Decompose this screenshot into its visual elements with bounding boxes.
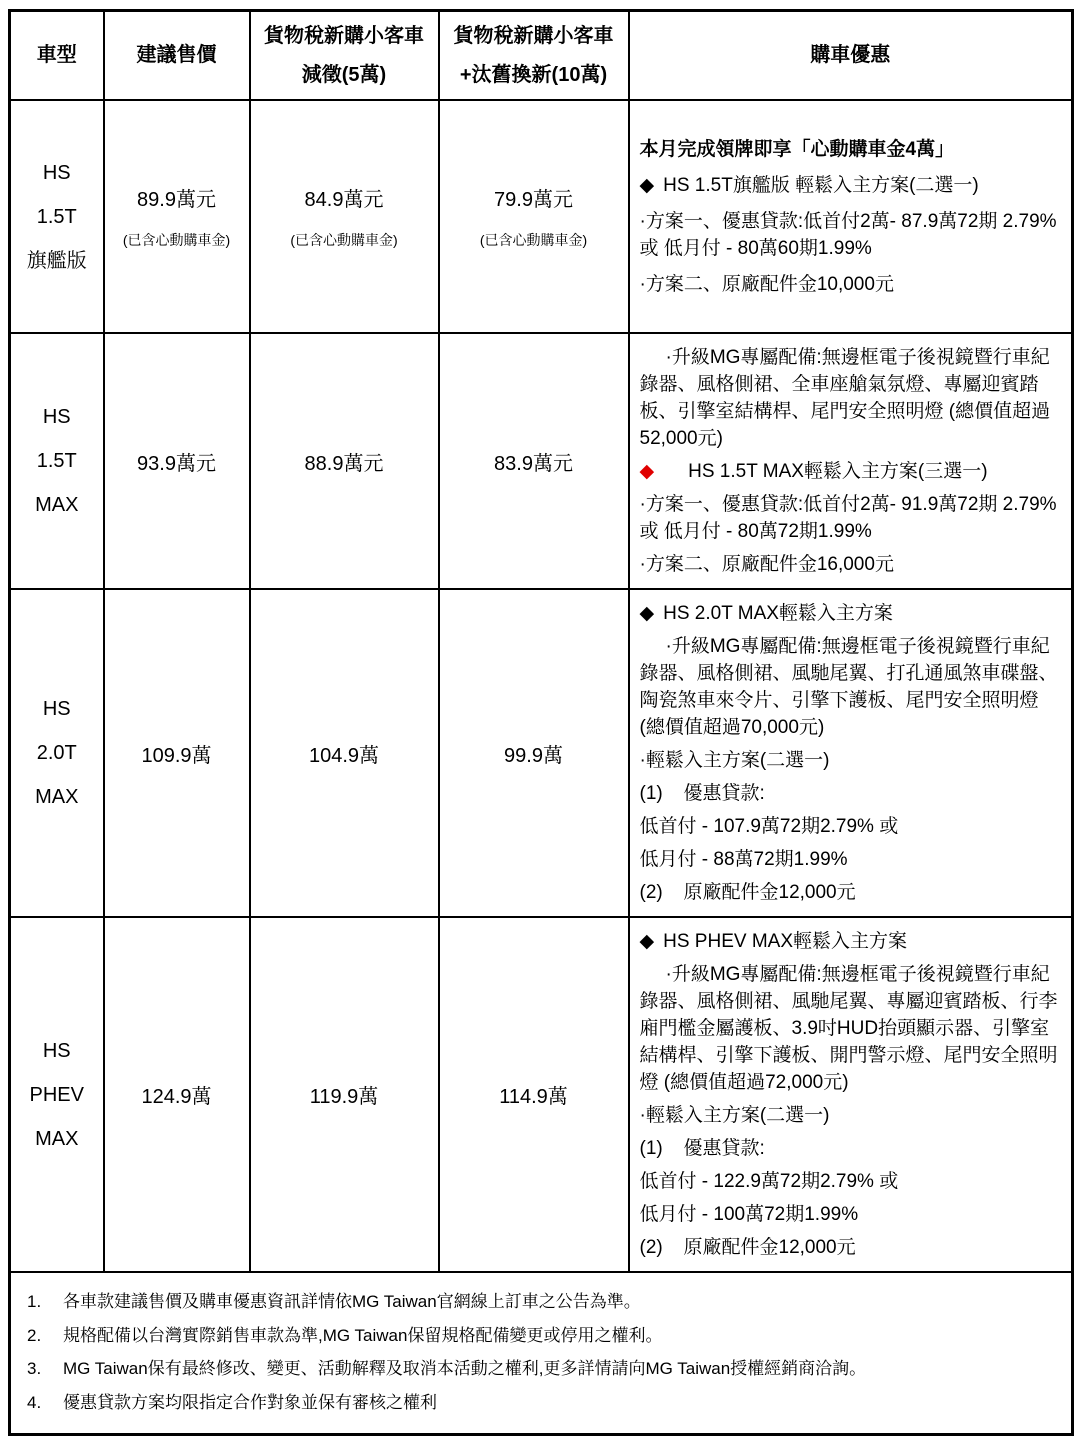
note-item	[15, 1324, 1067, 1349]
tax-reduction-price-cell	[250, 917, 439, 1272]
msrp-cell	[104, 589, 250, 917]
tax-reduction-price-cell	[250, 100, 439, 333]
model-line: MAX	[35, 494, 79, 516]
offer-upgrade: ·升級MG專屬配備:無邊框電子後視鏡暨行車紀錄器、風格側裙、風馳尾翼、專屬迎賓踏板、行李廂門檻金屬護板、3.9吋HUD抬頭顯示器、引擎室結構桿、引擎下護板、開門警示燈、尾門安全照明燈 (總價值超過72,000元)	[639, 964, 1058, 1093]
offer-headline: 本月完成領牌即享「心動購車金4萬」	[639, 138, 955, 160]
header-tax-replacement-line2: +汰舊換新(10萬)	[459, 63, 608, 86]
offer-plan-title	[640, 600, 1062, 627]
note-item	[15, 1357, 1067, 1382]
offer-numbered-item	[640, 780, 1062, 807]
tax-reduction-price-cell	[250, 333, 439, 589]
offer-upgrade: ·升級MG專屬配備:無邊框電子後視鏡暨行車紀錄器、風格側裙、全車座艙氣氛燈、專屬迎賓踏板、引擎室結構桿、尾門安全照明燈 (總價值超過52,000元)	[639, 347, 1051, 449]
item-number: (1)	[639, 783, 663, 804]
item-text: 原廠配件金12,000元	[683, 882, 856, 903]
price-value: 93.9萬元	[137, 452, 216, 475]
diamond-icon: ◆	[639, 461, 655, 482]
plan-title-text: HS PHEV MAX輕鬆入主方案	[663, 931, 907, 952]
price-value: 114.9萬	[499, 1086, 568, 1108]
offer-option: ·方案一、優惠貸款:低首付2萬- 91.9萬72期 2.79% 或 低月付 - 80萬72期1.99%	[639, 494, 1057, 542]
model-line: HS	[42, 698, 71, 720]
model-cell	[10, 917, 104, 1272]
notes-cell	[10, 1272, 1073, 1434]
diamond-icon: ◆	[639, 931, 655, 952]
replacement-price-cell	[439, 917, 629, 1272]
offers-cell	[629, 917, 1073, 1272]
model-line: MAX	[35, 1127, 79, 1150]
msrp-cell	[104, 333, 250, 589]
note-number: 3.	[27, 1359, 42, 1379]
offer-upgrade: ·升級MG專屬配備:無邊框電子後視鏡暨行車紀錄器、風格側裙、風馳尾翼、打孔通風煞車碟盤、陶瓷煞車來令片、引擎下護板、尾門安全照明燈 (總價值超過70,000元)	[639, 636, 1058, 738]
replacement-price-cell	[439, 100, 629, 333]
model-line: HS	[42, 406, 71, 428]
price-value: 109.9萬	[141, 744, 212, 767]
note-text: 優惠貸款方案均限指定合作對象並保有審核之權利	[63, 1392, 437, 1412]
offer-option: ·方案一、優惠貸款:低首付2萬- 87.9萬72期 2.79% 或 低月付 - 80萬60期1.99%	[639, 210, 1057, 259]
model-line: MAX	[35, 786, 79, 808]
price-value: 124.9萬	[141, 1086, 212, 1108]
note-text: 各車款建議售價及購車優惠資訊詳情依MG Taiwan官網線上訂車之公告為準。	[63, 1292, 641, 1311]
tax-reduction-price-cell	[250, 589, 439, 917]
price-note: (已含心動購車金)	[479, 232, 588, 248]
msrp-cell	[104, 917, 250, 1272]
model-name	[11, 395, 103, 527]
note-text: MG Taiwan保有最終修改、變更、活動解釋及取消本活動之權利,更多詳情請向MG Taiwan授權經銷商洽詢。	[63, 1359, 867, 1379]
price-value: 88.9萬元	[304, 452, 384, 475]
item-text: 優惠貸款:	[683, 1138, 765, 1159]
note-number: 1.	[27, 1292, 42, 1311]
header-offers-label: 購車優惠	[810, 44, 891, 66]
price-value: 79.9萬元	[494, 189, 573, 211]
model-line: 2.0T	[36, 742, 77, 764]
model-name	[11, 1029, 103, 1161]
table-row	[10, 100, 1073, 333]
diamond-icon: ◆	[639, 603, 655, 624]
model-line: HS	[42, 1039, 71, 1062]
price-value: 89.9萬元	[137, 189, 216, 211]
model-cell	[10, 100, 104, 333]
item-text: 優惠貸款:	[683, 783, 765, 804]
item-number: (2)	[639, 882, 663, 903]
price-note: (已含心動購車金)	[290, 232, 398, 248]
offers-content	[630, 334, 1072, 588]
offers-content	[630, 123, 1072, 311]
model-line: HS	[42, 161, 71, 184]
offer-loan-line: 低月付 - 100萬72期1.99%	[639, 1204, 859, 1225]
offer-plan-sub: ·輕鬆入主方案(二選一)	[639, 1105, 830, 1126]
offer-numbered-item	[640, 879, 1062, 906]
model-name	[11, 151, 103, 283]
offer-option: ·方案二、原廠配件金16,000元	[639, 554, 894, 575]
price-value: 119.9萬	[309, 1086, 379, 1108]
item-text: 原廠配件金12,000元	[683, 1237, 856, 1258]
model-line: 1.5T	[36, 450, 77, 472]
offer-loan-line: 低首付 - 107.9萬72期2.79% 或	[639, 816, 899, 837]
model-name	[11, 687, 103, 819]
note-text: 規格配備以台灣實際銷售車款為準,MG Taiwan保留規格配備變更或停用之權利。	[63, 1325, 663, 1345]
item-number: (2)	[639, 1237, 663, 1258]
replacement-price-cell	[439, 589, 629, 917]
offer-numbered-item	[640, 1135, 1062, 1162]
notes-row	[10, 1272, 1073, 1434]
model-cell	[10, 333, 104, 589]
offer-plan-title	[640, 458, 1062, 485]
price-note: (已含心動購車金)	[122, 232, 231, 248]
header-tax-reduction	[250, 11, 439, 101]
header-model-label: 車型	[36, 44, 77, 66]
msrp-cell	[104, 100, 250, 333]
plan-title-text: HS 1.5T旗艦版 輕鬆入主方案(二選一)	[663, 174, 979, 196]
header-tax-reduction-line1: 貨物稅新購小客車	[264, 24, 424, 47]
price-value: 83.9萬元	[494, 452, 573, 475]
price-value: 84.9萬元	[304, 189, 384, 211]
offers-cell	[629, 589, 1073, 917]
offer-loan-line: 低首付 - 122.9萬72期2.79% 或	[639, 1171, 899, 1192]
diamond-icon: ◆	[639, 174, 655, 196]
price-value: 99.9萬	[504, 744, 563, 767]
model-line: 1.5T	[36, 205, 77, 228]
header-msrp-label: 建議售價	[136, 44, 217, 66]
plan-title-text: HS 2.0T MAX輕鬆入主方案	[663, 603, 893, 624]
header-tax-reduction-line2: 減徵(5萬)	[301, 63, 387, 86]
plan-title-text: HS 1.5T MAX輕鬆入主方案(三選一)	[688, 461, 988, 482]
offer-plan-sub: ·輕鬆入主方案(二選一)	[639, 750, 830, 771]
offers-cell	[629, 100, 1073, 333]
pricing-table	[8, 9, 1074, 1436]
item-number: (1)	[639, 1138, 663, 1159]
note-number: 4.	[27, 1392, 42, 1412]
table-row	[10, 333, 1073, 589]
header-row	[10, 11, 1073, 101]
offer-loan-line: 低月付 - 88萬72期1.99%	[639, 849, 848, 870]
header-tax-replacement	[439, 11, 629, 101]
header-model	[10, 11, 104, 101]
header-offers	[629, 11, 1073, 101]
offer-option: ·方案二、原廠配件金10,000元	[639, 273, 894, 295]
table-row	[10, 589, 1073, 917]
model-cell	[10, 589, 104, 917]
offers-content	[630, 918, 1072, 1271]
note-item	[15, 1391, 1067, 1416]
note-number: 2.	[27, 1325, 42, 1345]
header-tax-replacement-line1: 貨物稅新購小客車	[453, 24, 614, 47]
model-line: PHEV	[29, 1083, 84, 1106]
model-line: 旗艦版	[26, 249, 87, 272]
offers-content	[630, 590, 1072, 916]
offer-numbered-item	[640, 1234, 1062, 1261]
replacement-price-cell	[439, 333, 629, 589]
offer-plan-title	[640, 172, 1062, 199]
table-row	[10, 917, 1073, 1272]
price-value: 104.9萬	[308, 744, 380, 767]
note-item	[15, 1290, 1067, 1315]
offers-cell	[629, 333, 1073, 589]
header-msrp	[104, 11, 250, 101]
offer-plan-title	[640, 928, 1062, 955]
